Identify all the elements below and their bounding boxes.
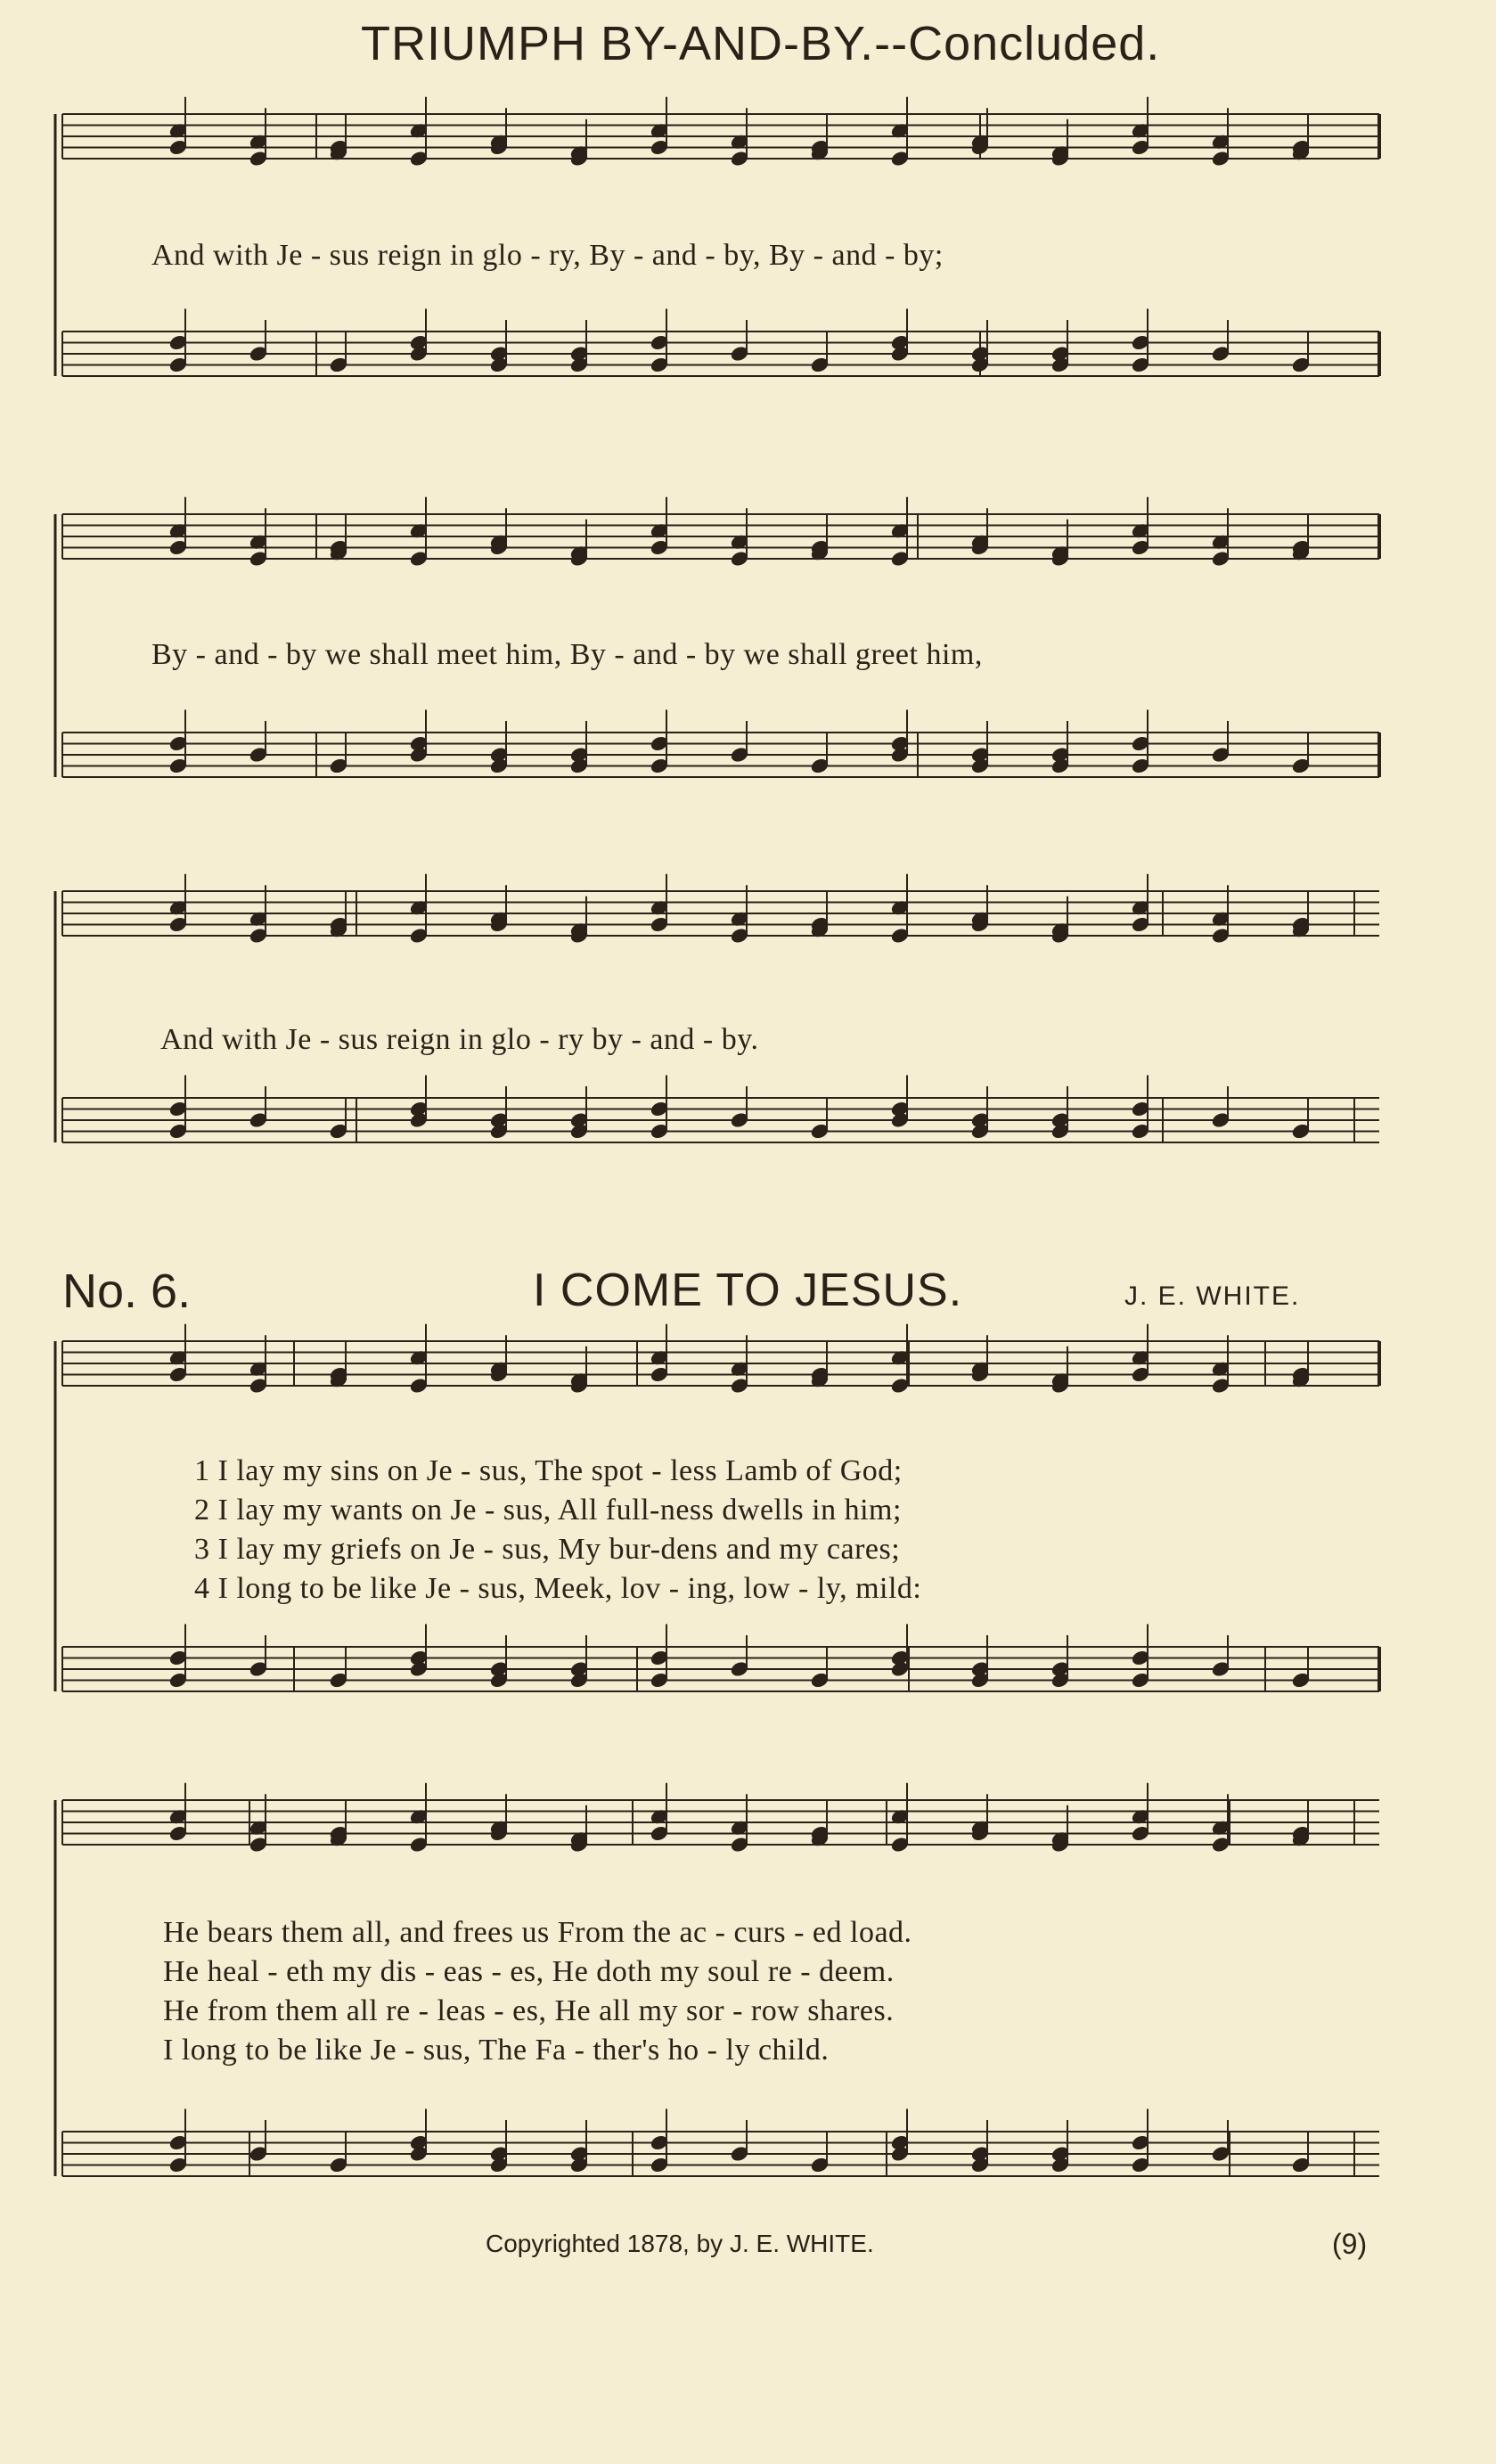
hymn-composer: J. E. WHITE. [1124,1281,1301,1311]
verse-line: He bears them all, and frees us From the ac - curs - ed load. [163,1916,912,1949]
copyright-notice: Copyrighted 1878, by J. E. WHITE. [486,2230,874,2257]
verse-line: He from them all re - leas - es, He all my sor - row shares. [163,1994,895,2027]
verse-line: 1 I lay my sins on Je - sus, The spot - less Lamb of God; [194,1454,903,1487]
verse-line: 3 I lay my griefs on Je - sus, My bur-dens and my cares; [194,1533,901,1566]
lyric-line-3: And with Je - sus reign in glo - ry by - and - by. [160,1023,759,1056]
verse-line: He heal - eth my dis - eas - es, He doth my soul re - deem. [163,1955,895,1988]
verse-line: I long to be like Je - sus, The Fa - ther's ho - ly child. [163,2034,830,2067]
lyric-line-2: By - and - by we shall meet him, By - and - by we shall greet him, [151,638,983,671]
section-title: TRIUMPH BY-AND-BY.--Concluded. [361,17,1161,70]
verse-line: 4 I long to be like Je - sus, Meek, lov - ing, low - ly, mild: [194,1572,922,1605]
hymn-title: I COME TO JESUS. [533,1265,963,1316]
page-number: (9) [1332,2228,1368,2260]
verse-line: 2 I lay my wants on Je - sus, All full-ness dwells in him; [194,1494,902,1527]
lyric-line-1: And with Je - sus reign in glo - ry, By - and - by, By - and - by; [151,239,944,272]
hymn-number: No. 6. [62,1265,192,1318]
